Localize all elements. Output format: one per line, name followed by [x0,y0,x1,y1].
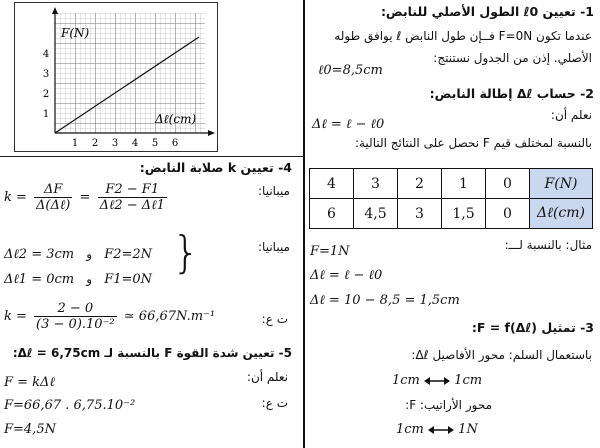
section4-title: 4- تعيين k صلابة النابض: [139,160,292,175]
section2-know: نعلم أن: [550,108,592,122]
formula-equals: = [79,190,91,205]
x-tick-label: 4 [131,138,139,149]
calc-result: ≃ 66,67N.m⁻¹ [123,309,216,324]
y-axis-arrow-icon [52,7,58,14]
section3-title: 3- تمثيل F = f(Δℓ): [471,320,594,335]
table-cell: 0 [486,199,530,229]
fraction-den: Δ(Δℓ) [36,198,71,213]
section5-calc: F=66,67 . 6,75.10⁻² [4,398,136,413]
calc-lhs: k = [4,309,27,324]
section3-line1: باستعمال السلم: محور الأفاصيل Δℓ: [411,348,592,362]
column-divider [303,0,305,448]
system-line1 [4,246,152,262]
fraction-num: F2 − F1 [98,182,167,198]
section4-graph-label: ميبانيا: [258,184,290,198]
table-cell: 3 [354,169,398,199]
table-cell: 3 [398,199,442,229]
fraction-den: Δℓ2 − Δℓ1 [99,198,165,213]
section4-graph-label2: ميبانيا: [258,240,290,254]
section1-result: ℓ0=8,5cm [318,63,383,78]
section2-line: بالنسبة لمختلف قيم F نحصل على النتائج التالية: [354,136,592,150]
x-tick-label: 5 [151,138,159,149]
section4-num-label: ت ع: [261,312,288,326]
section5-num-label: ت ع: [261,396,288,410]
x-tick-label: 2 [91,138,99,149]
graph-separator [0,156,303,157]
double-arrow-icon [428,425,454,435]
table-header-F: F(N) [530,169,593,199]
x-axis-arrow-icon [208,130,215,136]
section5-know: نعلم أن: [246,370,288,384]
table-header-dl: Δℓ(cm) [530,199,593,229]
table-cell: 2 [398,169,442,199]
system-and: و [86,247,93,261]
system-value: F1=0N [104,272,153,287]
section3-line2: محور الأراتيب: F: [405,398,492,412]
section2-title: 2- حساب Δℓ إطالة النابض: [429,86,594,101]
stiffness-calculation [4,301,215,332]
example-label: مثال: بالنسبة لـــ: [504,238,592,252]
brace-icon: } [172,227,200,278]
fraction [34,182,72,213]
x-tick-label: 6 [171,138,179,149]
double-arrow-icon [424,376,450,386]
fraction-num: ΔF [34,182,72,198]
scale1 [392,373,482,388]
graph-box [14,2,218,152]
x-tick-label: 1 [71,138,79,149]
formula-lhs: k = [4,190,27,205]
example-F: F=1N [310,244,350,259]
scale2-left: 1cm [396,422,424,437]
system-line2 [4,271,152,287]
system-and: و [86,272,93,286]
fraction-den: (3 − 0).10⁻² [36,317,115,332]
section1-title: 1- تعيين ℓ0 الطول الأصلي للنابض: [380,4,594,19]
graph-plot [15,3,217,151]
table-cell: 1,5 [442,199,486,229]
x-axis-label: Δℓ(cm) [155,112,197,126]
fraction-num: 2 − 0 [34,301,117,317]
y-axis-label: F(N) [61,26,90,40]
table-cell: 4 [310,169,354,199]
system-value: F2=2N [104,247,153,262]
section5-title: 5- تعيين شدة القوة F بالنسبة لـ Δℓ = 6,75cm: [12,346,292,360]
y-tick-label: 3 [42,69,50,80]
scale1-left: 1cm [392,373,420,388]
table-cell: 1 [442,169,486,199]
system-value: Δℓ1 = 0cm [4,272,75,287]
table-cell: 4,5 [354,199,398,229]
y-tick-label: 4 [42,49,50,60]
system-value: Δℓ2 = 3cm [4,247,75,262]
table-row-dl [310,199,593,229]
section1-line2: الأصلي. إذن من الجدول نستنتج: [433,51,592,65]
section5-formula: F = kΔℓ [4,375,55,390]
example-eq2: Δℓ = 10 − 8,5 = 1,5cm [310,293,460,308]
scale1-right: 1cm [454,373,483,388]
section5-result: F=4,5N [4,422,56,437]
table-cell: 0 [486,169,530,199]
table-cell: 6 [310,199,354,229]
section1-line1: عندما تكون F=0N فــإن طول النابض ℓ يوافق طوله [334,29,592,43]
fraction [34,301,117,332]
results-table [309,168,593,229]
stiffness-formula [4,182,170,213]
y-tick-label: 1 [42,109,50,120]
section2-formula: Δℓ = ℓ − ℓ0 [312,117,385,132]
scale2 [396,422,478,437]
example-eq1: Δℓ = ℓ − ℓ0 [310,268,383,283]
x-tick-label: 3 [111,138,119,149]
y-tick-label: 2 [42,89,50,100]
scale2-right: 1N [458,422,478,437]
table-row-F [310,169,593,199]
fraction [98,182,167,213]
